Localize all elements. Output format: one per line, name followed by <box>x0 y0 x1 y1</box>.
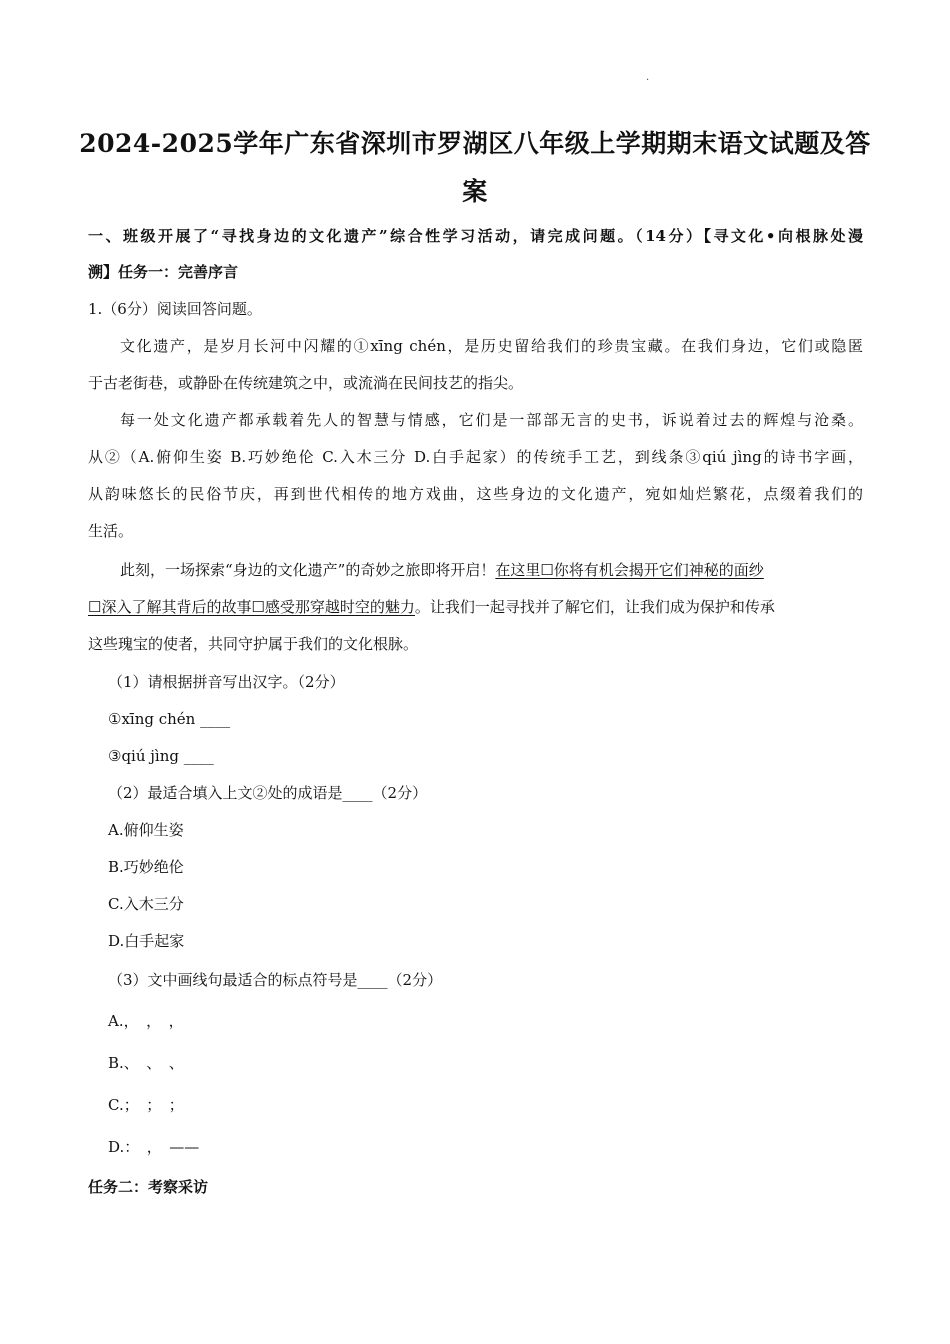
option-a: A.俯仰生姿 <box>108 821 184 839</box>
punctuation-option-a: A.， ， ， <box>108 1012 184 1030</box>
passage-paragraph-3-line-1 <box>120 560 863 580</box>
document-title-line-1: 2024-2025学年广东省深圳市罗湖区八年级上学期期末语文试题及答 <box>79 129 871 158</box>
header-dot: . <box>646 72 650 83</box>
passage-paragraph-1-line-2: 于古老街巷，或静卧在传统建筑之中，或流淌在民间技艺的指尖。 <box>88 374 524 392</box>
punctuation-option-c: C.； ； ； <box>108 1096 184 1114</box>
passage-paragraph-3-line-2 <box>88 597 863 617</box>
option-b: B.巧妙绝伦 <box>108 858 184 876</box>
sub-question-1: （1）请根据拼音写出汉字。（2分） <box>108 673 345 691</box>
paragraph-3-intro: 此刻，一场探索“身边的文化遗产”的奇妙之旅即将开启！ <box>120 561 496 579</box>
sub-question-2: （2）最适合填入上文②处的成语是____（2分） <box>108 784 428 802</box>
section-heading-line-1: 一、班级开展了“寻找身边的文化遗产”综合性学习活动，请完成问题。（14分）【寻文化•向根脉处漫 <box>88 227 863 245</box>
punctuation-option-b: B.、 、 、 <box>108 1054 184 1072</box>
sub-question-1-blank-b: ③qiú jìng ____ <box>108 747 214 765</box>
passage-paragraph-2-line-1: 每一处文化遗产都承载着先人的智慧与情感，它们是一部部无言的史书，诉说着过去的辉煌与沧桑。 <box>120 411 863 429</box>
option-d: D.白手起家 <box>108 932 185 950</box>
underlined-sentence-part-2: ☐深入了解其背后的故事☐感受那穿越时空的魅力 <box>88 598 415 616</box>
option-c: C.入木三分 <box>108 895 184 913</box>
document-title-line-2: 案 <box>462 177 488 206</box>
punctuation-option-d: D.： ， —— <box>108 1138 200 1156</box>
sub-question-1-blank-a: ①xīng chén ____ <box>108 710 231 728</box>
paragraph-3-continuation: 。让我们一起寻找并了解它们，让我们成为保护和传承 <box>414 598 775 616</box>
underlined-sentence-part-1: 在这里☐你将有机会揭开它们神秘的面纱 <box>495 561 764 579</box>
passage-paragraph-2-line-3: 从韵味悠长的民俗节庆，再到世代相传的地方戏曲，这些身边的文化遗产，宛如灿烂繁花，点缀着我们的 <box>88 485 863 503</box>
passage-paragraph-1-line-1: 文化遗产，是岁月长河中闪耀的①xīng chén，是历史留给我们的珍贵宝藏。在我们身边，它们或隐匿 <box>120 337 863 355</box>
sub-question-3: （3）文中画线句最适合的标点符号是____（2分） <box>108 971 443 989</box>
passage-paragraph-2-line-4: 生活。 <box>88 522 134 540</box>
section-heading-line-2: 溯】任务一：完善序言 <box>88 263 239 281</box>
passage-paragraph-3-line-3: 这些瑰宝的使者，共同守护属于我们的文化根脉。 <box>88 635 419 653</box>
passage-paragraph-2-line-2: 从②（A.俯仰生姿 B.巧妙绝伦 C.入木三分 D.白手起家）的传统手工艺，到线条③qiú jìng的诗书字画， <box>88 448 863 466</box>
task-two-heading: 任务二：考察采访 <box>88 1178 209 1196</box>
question-stem: 1.（6分）阅读回答问题。 <box>88 300 262 318</box>
